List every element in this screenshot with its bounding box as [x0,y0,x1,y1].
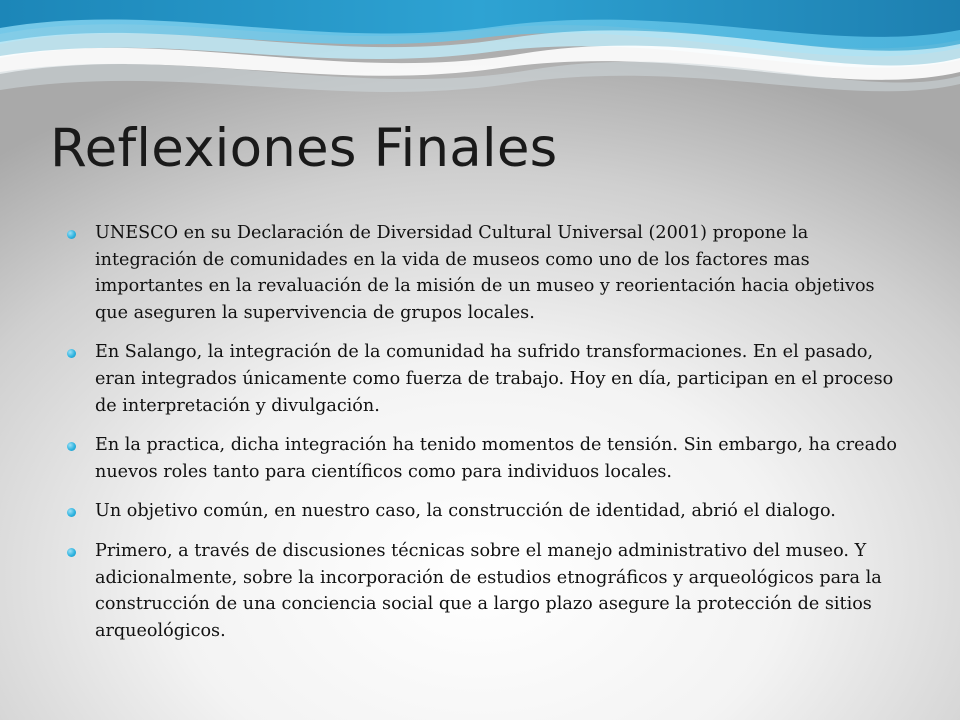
bullet-item [66,432,902,485]
bullet-dot-icon [67,548,76,557]
bullet-dot-icon [67,442,76,451]
bullet-dot-icon [67,230,76,239]
slide-title: Reflexiones Finales [50,118,558,179]
bullet-list [66,220,902,657]
bullet-text: En Salango, la integración de la comunidad ha sufrido transformaciones. En el pasado, eran integrados únicamente como fuerza de trabajo. Hoy en día, participan en el proceso de interpretación y divulgación. [95,342,894,416]
bullet-item [66,339,902,419]
bullet-text: En la practica, dicha integración ha tenido momentos de tensión. Sin embargo, ha creado nuevos roles tanto para científicos como para individuos locales. [95,435,897,482]
bullet-text: Primero, a través de discusiones técnicas sobre el manejo administrativo del museo. Y adicionalmente, sobre la incorporación de estudios etnográficos y arqueológicos para la construcción de una conciencia social que a largo plazo asegure la protección de sitios arqueológicos. [95,540,882,641]
bullet-item [66,498,902,525]
bullet-text: UNESCO en su Declaración de Diversidad Cultural Universal (2001) propone la integración de comunidades en la vida de museos como uno de los factores mas importantes en la revaluación de la misión de un museo y reorientación hacia objetivos que aseguren la supervivencia de grupos locales. [95,223,875,323]
bullet-text: Un objetivo común, en nuestro caso, la construcción de identidad, abrió el dialogo. [95,501,836,522]
bullet-dot-icon [67,508,76,517]
bullet-item [66,220,902,326]
bullet-dot-icon [67,349,76,358]
bullet-item [66,538,902,644]
header-wave-decoration [0,0,960,110]
